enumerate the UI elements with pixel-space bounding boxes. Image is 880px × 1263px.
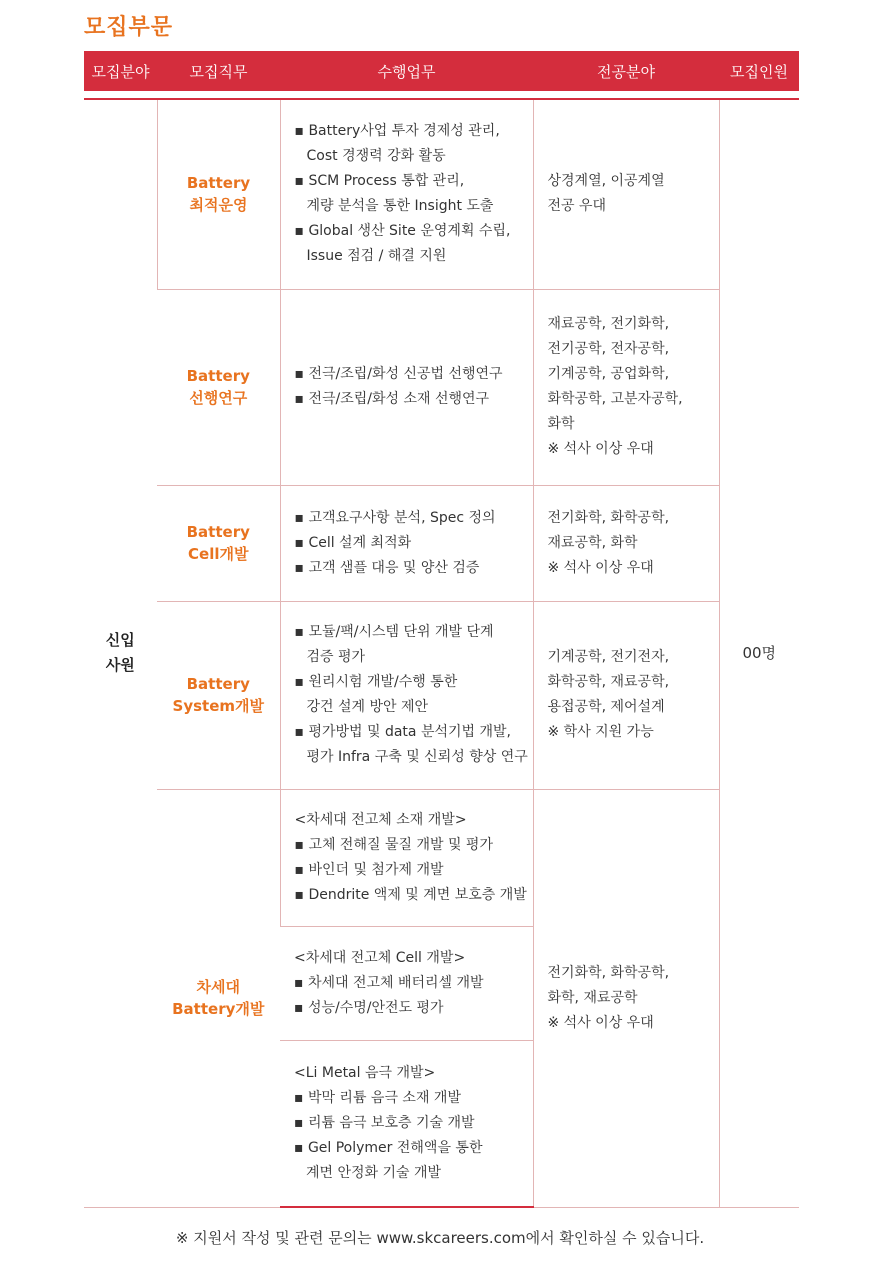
footer-note: ※ 지원서 작성 및 관련 문의는 www.skcareers.com에서 확인하실 수 있습니다. [175, 1229, 705, 1247]
job-title: Battery 최적운영 [157, 99, 280, 289]
header-tasks: 수행업무 [280, 51, 533, 91]
header-count: 모집인원 [719, 51, 799, 91]
table-row [84, 99, 799, 289]
table-row [84, 601, 799, 789]
major-cell: 기계공학, 전기전자, 화학공학, 재료공학, 용접공학, 제어설계 ※ 학사 지원 가능 [533, 601, 719, 789]
recruit-count: 00명 [719, 99, 799, 1207]
section-title: 모집부문 [84, 15, 174, 40]
table-header-row [84, 51, 799, 91]
job-title: Battery Cell개발 [157, 485, 280, 601]
task-cell: ▪ 고객요구사항 분석, Spec 정의 ▪ Cell 설계 최적화 ▪ 고객 샘플 대응 및 양산 검증 [280, 485, 533, 601]
recruitment-table [84, 51, 799, 1208]
major-cell: 재료공학, 전기화학, 전기공학, 전자공학, 기계공학, 공업화학, 화학공학, 고분자공학, 화학 ※ 석사 이상 우대 [533, 289, 719, 485]
task-cell: ▪ 모듈/팩/시스템 단위 개발 단계 검증 평가 ▪ 원리시험 개발/수행 통한 강건 설계 방안 제안 ▪ 평가방법 및 data 분석기법 개발, 평가 Infra 구축 및 신뢰성 향상 연구 [280, 601, 533, 789]
task-cell: <차세대 전고체 소재 개발> ▪ 고체 전해질 물질 개발 및 평가 ▪ 바인더 및 첨가제 개발 ▪ Dendrite 액제 및 계면 보호층 개발 [280, 789, 533, 926]
major-cell: 전기화학, 화학공학, 화학, 재료공학 ※ 석사 이상 우대 [533, 789, 719, 1207]
header-field: 모집분야 [84, 51, 157, 91]
major-cell: 전기화학, 화학공학, 재료공학, 화학 ※ 석사 이상 우대 [533, 485, 719, 601]
table-row [84, 485, 799, 601]
header-job: 모집직무 [157, 51, 280, 91]
job-title: 차세대 Battery개발 [157, 789, 280, 1207]
task-cell: ▪ 전극/조립/화성 신공법 선행연구 ▪ 전극/조립/화성 소재 선행연구 [280, 289, 533, 485]
task-cell: <차세대 전고체 Cell 개발> ▪ 차세대 전고체 배터리셀 개발 ▪ 성능/수명/안전도 평가 [280, 926, 533, 1040]
task-cell: <Li Metal 음극 개발> ▪ 박막 리튬 음극 소재 개발 ▪ 리튬 음극 보호층 기술 개발 ▪ Gel Polymer 전해액을 통한 계면 안정화 기술 개발 [280, 1040, 533, 1207]
job-title: Battery 선행연구 [157, 289, 280, 485]
task-cell: ▪ Battery사업 투자 경제성 관리, Cost 경쟁력 강화 활동 ▪ SCM Process 통합 관리, 계량 분석을 통한 Insight 도출 ▪ Global 생산 Site 운영계획 수립, Issue 점검 / 해결 지원 [280, 99, 533, 289]
header-major: 전공분야 [533, 51, 719, 91]
table-row [84, 789, 799, 926]
table-row [84, 289, 799, 485]
job-title: Battery System개발 [157, 601, 280, 789]
major-cell: 상경계열, 이공계열 전공 우대 [533, 99, 719, 289]
recruit-field: 신입 사원 [84, 99, 157, 1207]
